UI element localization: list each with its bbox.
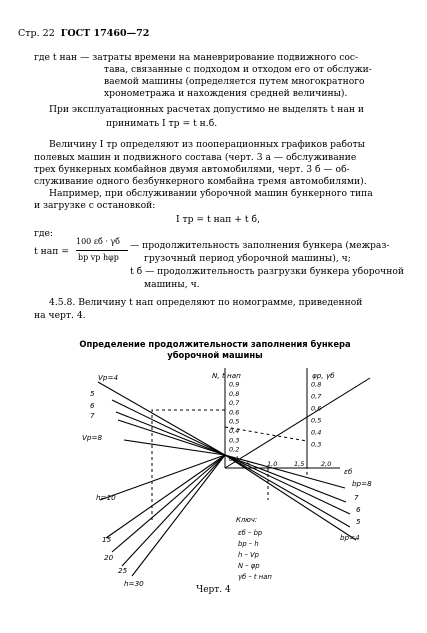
formula-numerator: 100 εб · γб [76,237,120,246]
velocity-label: Vр=8 [82,433,103,442]
text-line: t б — продолжительность разгрузки бункера уборочной [130,266,404,277]
text-line: машины, ч. [144,279,200,290]
height-line [122,455,225,566]
right-tick-label: 0,4 [311,428,322,437]
right-tick-label: 0,6 [311,404,322,413]
height-label: 15 [102,535,112,544]
text-line: 4.5.8. Величину t нап определяют по номограмме, приведенной [49,297,363,308]
left-tick-label: 0,5 [229,417,240,426]
figure-title-line: Определение продолжительности заполнения бункера [79,339,351,349]
text-line: служивание одного безбункерного комбайна тремя автомобилями). [34,176,367,187]
velocity-label: Vр=4 [98,373,119,382]
left-tick-label: 0,6 [229,408,240,417]
formula-denominator: bр vр hφр [78,253,119,262]
width-label: bр=4 [340,533,360,542]
axis-label-top: N, t нап [212,371,241,380]
left-tick-label: 0,8 [229,389,240,398]
text-line: на черт. 4. [34,310,86,321]
key [236,516,272,581]
height-label: 25 [118,566,128,575]
bottom-tick-label: 2,0 [321,460,332,468]
text-line: хронометража и нахождения средней величины). [104,88,348,99]
height-line [106,455,225,538]
bottom-tick-label: 1,5 [294,460,305,468]
velocity-label: 7 [90,411,95,420]
velocity-line [98,382,225,455]
bottom-tick-label: 1,0 [267,460,278,468]
left-tick-label: 0,1 [229,454,240,463]
key-title: Ключ: [236,516,258,524]
height-label: 20 [104,553,114,562]
right-tick-label: 0,8 [311,380,322,389]
bottom-tick-label: 0,5 [240,460,251,468]
height-line [100,455,225,500]
text-line: тава, связанные с подходом и отходом его от обслужи- [104,64,372,75]
text-line: полевых машин и подвижного состава (черт. 3 а — обслуживание [34,152,357,163]
formula-itr: I тр = t нап + t б, [176,214,260,225]
right-tick-label: 0,3 [311,440,322,449]
text-line: трех бункерных комбайнов двумя автомобилями, черт. 3 б — об- [34,164,350,175]
width-label: 7 [354,493,359,502]
text-line: Величину I тр определяют из пооперационных графиков работы [49,139,365,150]
key-line: h – Vр [238,551,259,559]
page-number: Стр. 22 [18,28,55,39]
left-tick-label: 0,9 [229,380,240,389]
right-tick-label: 0,7 [311,392,322,401]
text-line: где: [34,228,54,239]
text-line: Например, при обслуживании уборочной машин бункерного типа [49,188,373,199]
velocity-line [116,412,225,455]
width-label: 6 [356,505,361,514]
text-line: где t нан — затраты времени на маневрирование подвижного сос- [34,52,359,63]
height-line [132,455,225,576]
height-label: h=30 [124,579,144,588]
formula-lhs: t нап = [34,246,69,257]
width-label: bр=8 [352,479,372,488]
text-line: и загрузке с остановкой: [34,200,156,211]
velocity-label: 5 [90,389,95,398]
key-line: N – φр [238,562,260,570]
velocity-label: 6 [90,401,95,410]
key-line: bр – h [238,540,259,548]
height-line [112,455,225,552]
standard-code: ГОСТ 17460—72 [60,28,150,39]
text-line: принимать I тр = t н.б. [106,118,218,129]
left-tick-label: 0,2 [229,445,240,454]
key-line: εб – bр [238,529,263,537]
velocity-line [118,420,225,455]
axis-label-right: φр, γб [312,371,335,380]
left-tick-label: 0,7 [229,399,240,408]
figure-caption: Черт. 4 [196,585,231,595]
right-tick-label: 0,5 [311,416,322,425]
key-line: γб – t нап [238,573,272,581]
axis-label-bottom: εб [344,467,353,476]
text-line: ваемой машины (определяется путем многократного [104,76,365,87]
width-label: 5 [356,517,361,526]
figure-title-line: уборочной машины [167,350,263,360]
text-line: — продолжительность заполнения бункера (межраз- [130,240,390,251]
height-label: h=10 [96,493,116,502]
text-line: грузочный период уборочной машины), ч; [144,253,351,264]
phi-line [225,378,370,468]
left-tick-label: 0,3 [229,436,240,445]
text-line: При эксплуатационных расчетах допустимо не выделять t нан и [49,104,365,115]
left-tick-label: 0,4 [229,427,240,435]
